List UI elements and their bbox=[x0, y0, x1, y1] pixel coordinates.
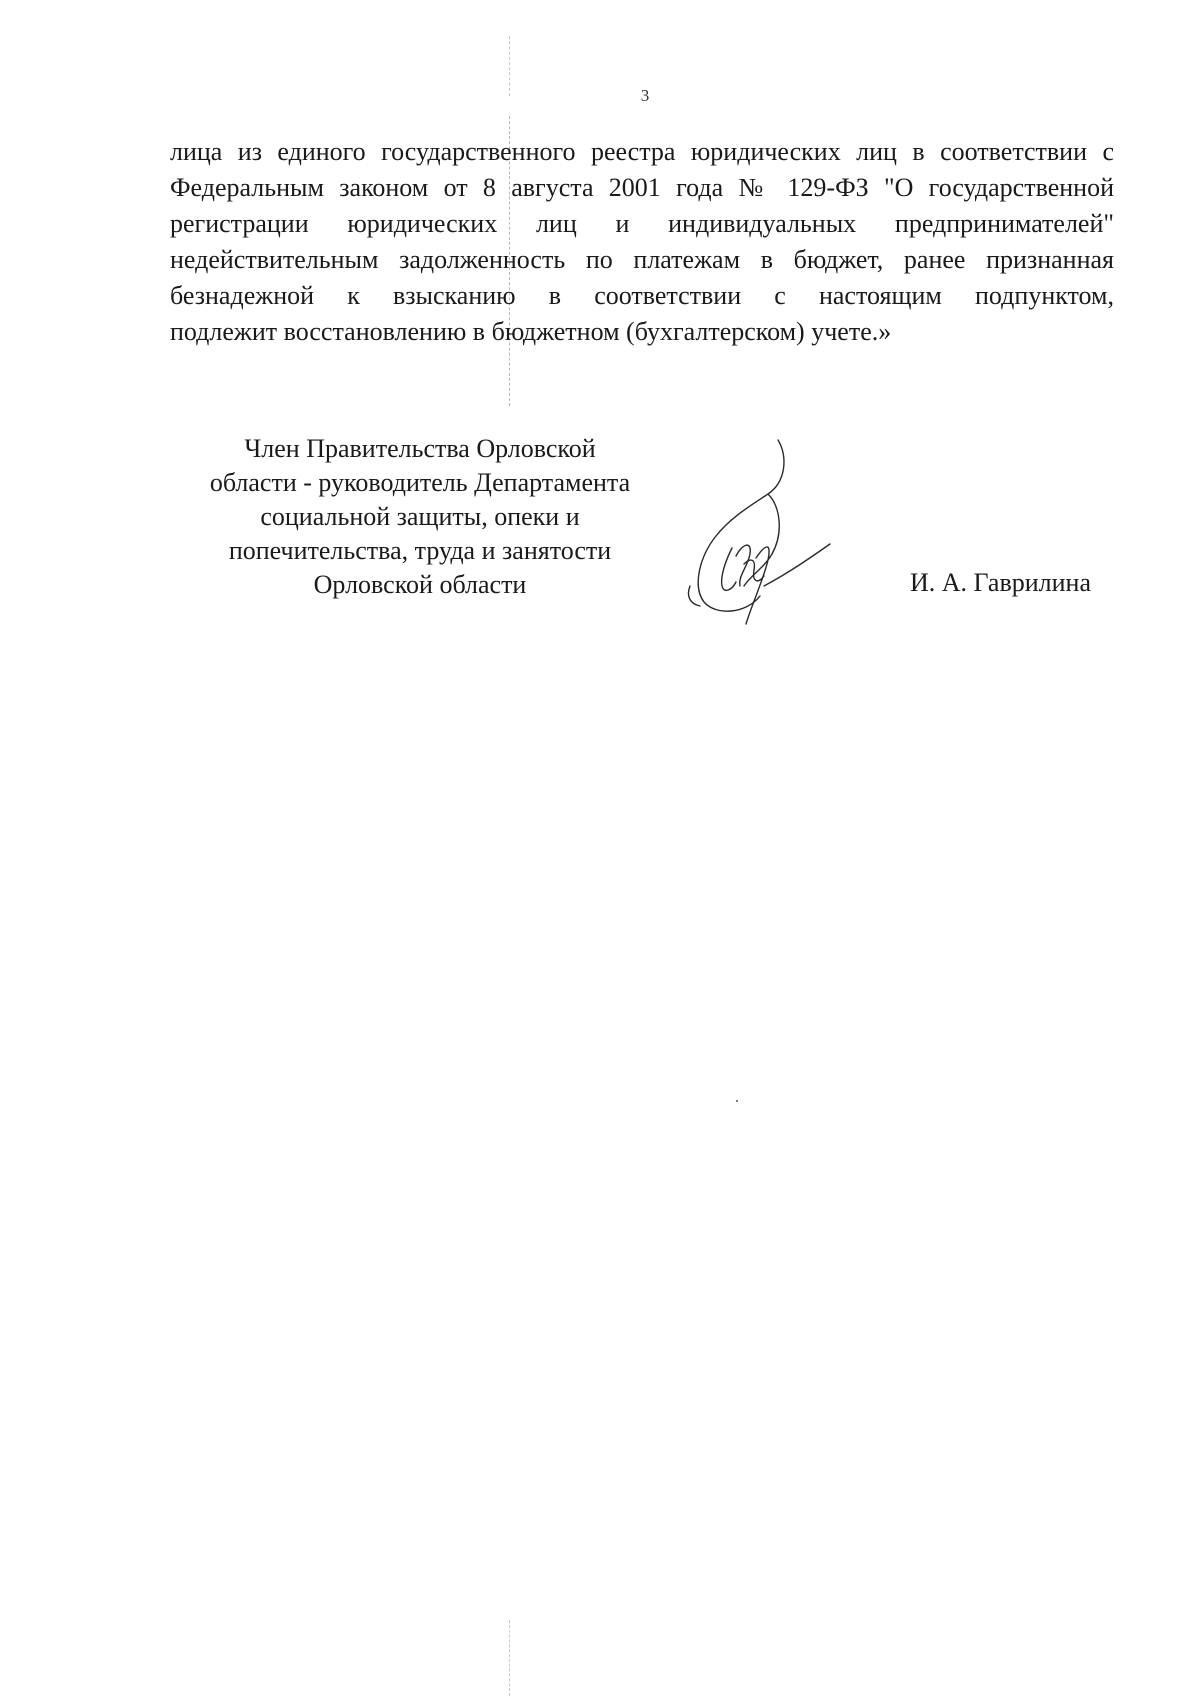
fold-line-top bbox=[509, 36, 510, 96]
body-paragraph bbox=[170, 134, 1114, 350]
body-line-1: лица из единого государственного реестра юридических лиц в соответствии с bbox=[170, 137, 1114, 166]
signer-title-line-3: социальной защиты, опеки и bbox=[260, 502, 580, 531]
body-line-5: безнадежной к взысканию в соответствии с настоящим подпунктом, bbox=[170, 281, 1114, 310]
signer-name: И. А. Гаврилина bbox=[910, 568, 1092, 597]
fold-line-bottom bbox=[509, 1620, 510, 1696]
signer-title-line-1: Член Правительства Орловской bbox=[244, 434, 596, 463]
body-line-6: подлежит восстановлению в бюджетном (бухгалтерском) учете.» bbox=[170, 317, 892, 346]
body-line-2: Федеральным законом от 8 августа 2001 года № 129-ФЗ "О государственной bbox=[170, 173, 1114, 202]
signer-title-line-5: Орловской области bbox=[313, 570, 527, 599]
handwritten-signature bbox=[660, 436, 840, 636]
signer-title-line-2: области - руководитель Департамента bbox=[209, 468, 631, 497]
body-line-3: регистрации юридических лиц и индивидуальных предпринимателей" bbox=[170, 209, 1114, 238]
body-line-4: недействительным задолженность по платежам в бюджет, ранее признанная bbox=[170, 245, 1114, 274]
signer-title-line-4: попечительства, труда и занятости bbox=[228, 536, 612, 565]
page-number: 3 bbox=[640, 86, 650, 105]
signer-title bbox=[180, 432, 660, 602]
scan-speck bbox=[736, 1100, 738, 1102]
